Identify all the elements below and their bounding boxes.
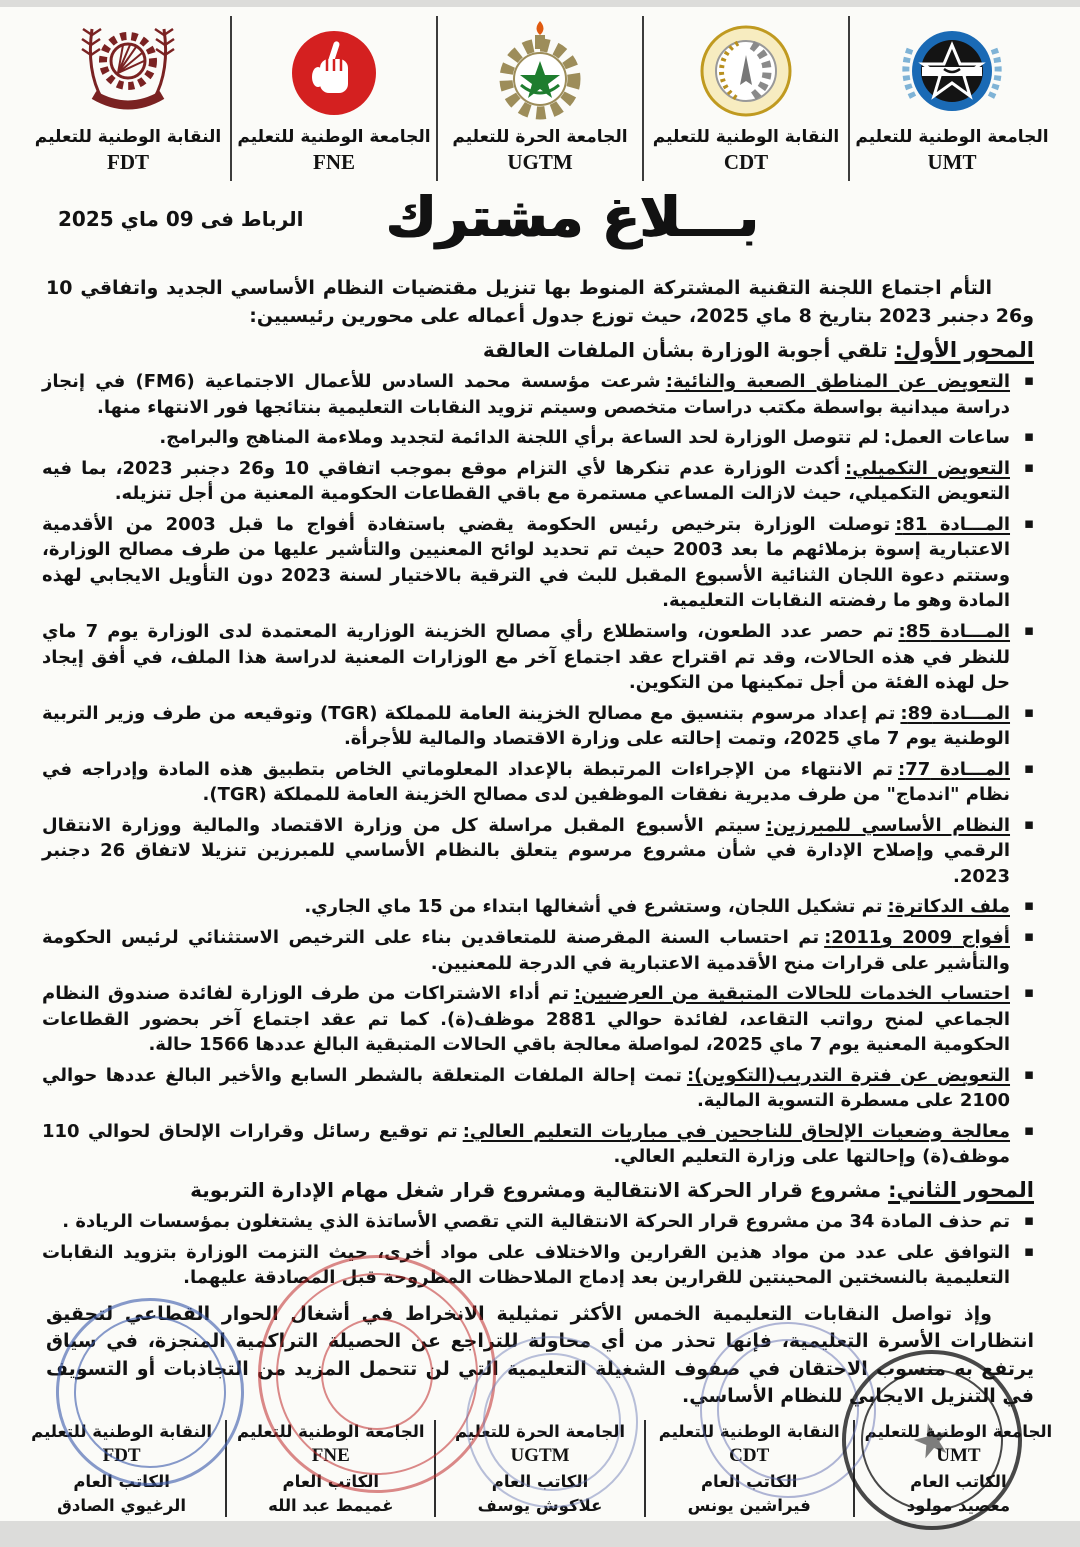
signature-fdt xyxy=(18,1420,225,1517)
signatures-row xyxy=(18,1420,1062,1517)
list-item xyxy=(42,425,1010,451)
item-text: تم حذف المادة 34 من مشروع قرار الحركة الانتقالية التي تقصي الأساتذة الذي يشتغلون بمؤسسات الريادة . xyxy=(62,1210,1010,1232)
item-lead: المـــادة 81: xyxy=(895,513,1011,535)
signature-fne xyxy=(225,1420,434,1517)
section2-heading xyxy=(46,1178,1034,1202)
list-item xyxy=(42,701,1010,752)
signature-org: الجامعة الوطنية للتعليم xyxy=(864,1421,1053,1441)
item-lead: المـــادة 77: xyxy=(898,758,1010,780)
union-name: النقابة الوطنية للتعليم xyxy=(652,127,840,147)
item-lead: ساعات العمل: xyxy=(883,427,1010,449)
item-text: تم توقيع رسائل وقرارات الإلحاق لحوالي 110 موظف(ة) وإحالتها على وزارة التعليم العالي. xyxy=(42,1120,1010,1168)
fne-logo-icon xyxy=(282,18,386,124)
item-lead: التعويض عن المناطق الصعبة والنائية: xyxy=(665,371,1011,393)
list-item xyxy=(42,619,1010,696)
item-text: لم تتوصل الوزارة لحد الساعة برأي اللجنة الدائمة لتجديد وملاءمة المناهج والبرامج. xyxy=(159,427,879,449)
union-name: النقابة الوطنية للتعليم xyxy=(34,127,222,147)
signature-role: الكاتب العام xyxy=(910,1472,1007,1492)
signature-org: الجامعة الوطنية للتعليم xyxy=(237,1421,425,1441)
scan-edge-top xyxy=(0,0,1080,7)
list-item xyxy=(42,981,1010,1058)
list-item xyxy=(42,1119,1010,1170)
item-text: تم الانتهاء من الإجراءات المرتبطة بالإعداد المعلوماتي الخاص بتطبيق هذه المادة وإدراجه في نظام "اندماج" من طرف مديرية نفقات الموظفين لدى مصالح الخزينة العامة للمملكة (TGR). xyxy=(42,758,1010,806)
item-text: تم أداء الاشتراكات من طرف الوزارة لفائدة صندوق النظام الجماعي لمنح رواتب التقاعد، لفائدة حوالي 2881 موظف(ة). كما تم عقد اجتماع آخر بحضور القطاعات الحكومية المعنية يوم 7 ماي 2025، لمواصلة معالجة باقي الحالات المتبقية البالغ عددها 1566 حالة. xyxy=(42,983,1010,1056)
signature-umt xyxy=(853,1420,1062,1517)
list-item xyxy=(42,757,1010,808)
item-lead: المـــادة 89: xyxy=(900,702,1011,724)
signature-org: النقابة الوطنية للتعليم xyxy=(658,1421,840,1441)
list-item xyxy=(42,369,1010,420)
item-lead: أفواج 2009 و2011: xyxy=(824,927,1010,949)
pending-files-list xyxy=(42,369,1034,1170)
union-name: الجامعة الوطنية للتعليم xyxy=(855,127,1049,147)
signature-org: النقابة الوطنية للتعليم xyxy=(31,1421,213,1441)
section1-title: تلقي أجوبة الوزارة بشأن الملفات العالقة xyxy=(482,338,888,363)
item-lead: معالجة وضعيات الإلحاق للناجحين في مباريات التعليم العالي: xyxy=(462,1120,1011,1142)
signature-name: فيراشين يونس xyxy=(687,1495,811,1515)
cdt-logo-icon xyxy=(694,18,798,124)
signature-name: علاكوش يوسف xyxy=(477,1495,603,1515)
item-text: أكدت الوزارة عدم تنكرها لأي التزام موقع بموجب اتفاقي 10 و26 دجنبر 2023، بما فيه التعويض التكميلي، حيث لازالت المساعي مستمرة مع باقي القطاعات الحكومية المعنية من أجل تنزيله. xyxy=(42,457,1010,505)
item-text: توصلت الوزارة بترخيص رئيس الحكومة يقضي باستفادة أفواج ما قبل 2003 من الأقدمية الاعتبارية إسوة بزملائهم ما بعد 2003 حيث تم تحديد لوائح المعنيين والتأشير عليها من طرف مصالح الوزارة، وستتم دعوة اللجان الثنائية الأسبوع المقبل للبث في الترقية بالاختيار لسنة 2023 دون التأويل الايجابي لهذه المادة وهو ما رفضته النقابات التعليمية. xyxy=(42,513,1011,612)
union-column-fne xyxy=(230,16,436,181)
signature-org: الجامعة الحرة للتعليم xyxy=(454,1421,626,1441)
signature-acronym: CDT xyxy=(729,1445,770,1467)
item-lead: النظام الأساسي للمبرزين: xyxy=(765,814,1011,836)
list-item xyxy=(42,456,1010,507)
signature-acronym: UGTM xyxy=(510,1445,570,1467)
union-name: الجامعة الوطنية للتعليم xyxy=(237,127,431,147)
item-text: تم تشكيل اللجان، وستشرع في أشغالها ابتداء من 15 ماي الجاري. xyxy=(304,896,883,918)
item-lead: ملف الدكاترة: xyxy=(887,896,1010,918)
list-item xyxy=(42,813,1010,890)
title-row xyxy=(0,187,1080,271)
dateline: الرباط فى 09 ماي 2025 xyxy=(58,207,304,231)
union-name: الجامعة الحرة للتعليم xyxy=(452,127,628,147)
closing-paragraph: وإذ تواصل النقابات التعليمية الخمس الأكثر تمثيلية الانخراط في أشغال الحوار القطاعي لتحقيق انتظارات الأسرة التعليمية، فإنها تحذر من أي محاولة للتراجع عن الحصيلة التراكمية المنجزة، في سياق يرتفع به منسوب الاحتقان في صفوف الشغيلة التعليمية التي لن تتحمل المزيد من التجاذبات أو التسويف في التنزيل الايجابي للنظام الأساسي. xyxy=(46,1302,1034,1408)
union-acronym: FDT xyxy=(107,150,149,174)
list-item xyxy=(42,512,1010,614)
list-item xyxy=(42,1063,1010,1114)
item-text: تم إعداد مرسوم بتنسيق مع مصالح الخزينة العامة للمملكة (TGR) وتوقيعه من طرف وزير التربية الوطنية يوم 7 ماي 2025، وتمت إحالته على وزارة الاقتصاد والمالية للأجرأة. xyxy=(42,702,1010,750)
list-item xyxy=(42,1240,1010,1291)
item-text: التوافق على عدد من مواد هذين القرارين والاختلاف على مواد أخرى، حيث التزمت الوزارة بتزويد النقابات التعليمية بالنسختين المحينتين للقرارين بعد إدماج الملاحظات المطروحة قبل المصادقة عليهما. xyxy=(42,1241,1010,1289)
signature-role: الكاتب العام xyxy=(282,1472,380,1492)
union-acronym: CDT xyxy=(723,150,769,174)
fdt-logo-icon xyxy=(68,18,188,124)
section2-label: المحور الثاني: xyxy=(888,1177,1034,1202)
union-acronym: UGTM xyxy=(507,150,573,174)
section1-label: المحور الأول: xyxy=(894,338,1034,363)
unions-header xyxy=(0,0,1080,183)
signature-name: غميمط عبد الله xyxy=(268,1495,394,1515)
section1-heading xyxy=(46,338,1034,362)
signature-acronym: UMT xyxy=(936,1445,981,1467)
intro-paragraph: التأم اجتماع اللجنة التقنية المشتركة المنوط بها تنزيل مقتضيات النظام الأساسي الجديد واتفاقي 10 و26 دجنبر 2023 بتاريخ 8 ماي 2025، حيث توزع جدول أعماله على محورين رئيسيين: xyxy=(46,277,1034,327)
list-item xyxy=(42,894,1010,920)
signature-cdt xyxy=(644,1420,853,1517)
union-column-umt xyxy=(848,16,1054,181)
ugtm-logo-icon xyxy=(485,18,595,124)
item-lead: التعويض عن فترة التدريب(التكوين): xyxy=(686,1064,1011,1086)
item-text: سيتم الأسبوع المقبل مراسلة كل من وزارة الاقتصاد والمالية ووزارة الانتقال الرقمي وإصلاح الإدارة في شأن مشروع مرسوم يتعلق بالنظام الأساسي للمبرزين تنزيلا لاتفاق 26 دجنبر 2023. xyxy=(42,814,1010,887)
item-text: تم حصر عدد الطعون، واستطلاع رأي مصالح الخزينة الوزارية المعتمدة لدى الوزارة يوم 7 ماي للنظر في هذه الحالات، وقد تم اقتراح عقد اجتماع آخر مع الوزارات المعنية لدراسة هذا الملف، في أفق إيجاد حل لهذه الفئة من أجل تمكينها من التكوين. xyxy=(42,621,1010,694)
signature-name: معصيد مولود xyxy=(906,1495,1011,1515)
signature-role: الكاتب العام xyxy=(73,1472,170,1492)
item-lead: المـــادة 85: xyxy=(898,621,1011,643)
section2-title: مشروع قرار الحركة الانتقالية ومشروع قرار شغل مهام الإدارة التربوية xyxy=(190,1177,882,1202)
item-lead: احتساب الخدمات للحالات المتبقية من العرضيين: xyxy=(573,983,1010,1005)
decisions-list xyxy=(42,1209,1034,1291)
scan-edge-bottom xyxy=(0,1521,1080,1547)
signature-acronym: FDT xyxy=(102,1445,141,1467)
union-column-fdt xyxy=(26,16,230,181)
signature-role: الكاتب العام xyxy=(491,1472,589,1492)
umt-logo-icon xyxy=(892,18,1012,124)
item-lead: التعويض التكميلي: xyxy=(845,457,1010,479)
list-item xyxy=(42,1209,1010,1235)
union-column-cdt xyxy=(642,16,848,181)
signature-ugtm xyxy=(434,1420,643,1517)
signature-role: الكاتب العام xyxy=(700,1472,798,1492)
page-title: بـــلاغ مشترك xyxy=(386,185,759,249)
list-item xyxy=(42,925,1010,976)
signature-name: الرغيوي الصادق xyxy=(57,1495,187,1515)
union-acronym: FNE xyxy=(313,150,355,174)
signature-acronym: FNE xyxy=(311,1445,350,1467)
item-text: تم احتساب السنة المقرصنة للمتعاقدين بناء على الترخيص الاستثنائي لرئيس الحكومة والتأشير على قرارات منح الأقدمية الاعتبارية في الدرجة للمعنيين. xyxy=(42,927,1010,974)
union-column-ugtm xyxy=(436,16,642,181)
union-acronym: UMT xyxy=(927,150,977,174)
item-text: شرعت مؤسسة محمد السادس للأعمال الاجتماعية (FM6) في إنجاز دراسة ميدانية بواسطة مكتب دراسات متخصص وسيتم تزويد النقابات التعليمية بنتائجها فور الانتهاء منها. xyxy=(42,371,1010,418)
item-text: تمت إحالة الملفات المتعلقة بالشطر السابع والأخير البالغ عددها حوالي 2100 على مسطرة التسوية المالية. xyxy=(42,1064,1010,1112)
